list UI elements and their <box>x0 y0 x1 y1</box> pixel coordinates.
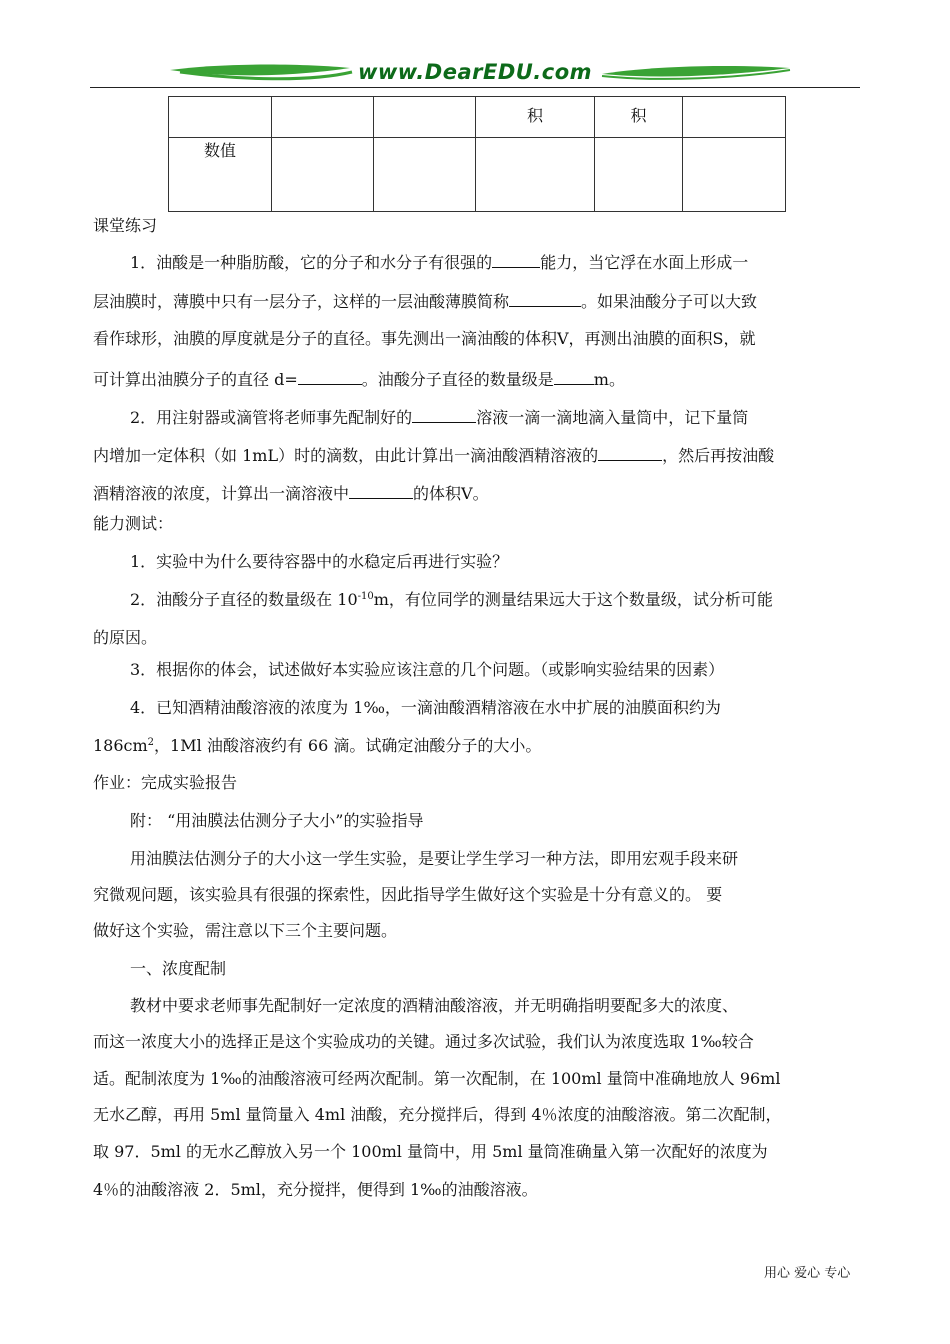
appendix-p2-line4: 无水乙醇，再用 5ml 量筒量入 4ml 油酸，充分搅拌后，得到 4％浓度的油酸溶液。第二次配制， <box>93 1105 782 1124</box>
exercise-q1-line3: 看作球形，油膜的厚度就是分子的直径。事先测出一滴油酸的体积V，再测出油膜的面积S，就 <box>93 329 756 348</box>
header-divider <box>90 87 860 88</box>
exercise-heading: 课堂练习 <box>93 216 158 235</box>
table-cell <box>683 97 786 138</box>
ability-q1: 1．实验中为什么要待容器中的水稳定后再进行实验？ <box>130 552 509 571</box>
homework-line: 作业：完成实验报告 <box>93 773 238 792</box>
appendix-p2-line1: 教材中要求老师事先配制好一定浓度的酒精油酸溶液，并无明确指明要配多大的浓度、 <box>130 996 739 1015</box>
ability-q4-line1: 4．已知酒精油酸溶液的浓度为 1‰，一滴油酸酒精溶液在水中扩展的油膜面积约为 <box>130 698 721 717</box>
appendix-p2-line5: 取 97．5ml 的无水乙醇放入另一个 100ml 量筒中，用 5ml 量筒准确量入第一次配好的浓度为 <box>93 1142 768 1161</box>
data-table <box>168 96 786 212</box>
ability-q3: 3．根据你的体会，试述做好本实验应该注意的几个问题。（或影响实验结果的因素） <box>130 660 725 679</box>
table-cell <box>272 138 374 212</box>
ability-q4-line2: $186cm^2$，1Ml 油酸溶液约有 66 滴。试确定油酸分子的大小。 <box>93 736 542 755</box>
appendix-p1-line1: 用油膜法估测分子的大小这一学生实验，是要让学生学习一种方法，即用宏观手段来研 <box>130 849 739 868</box>
table-cell <box>374 138 476 212</box>
ability-heading: 能力测试： <box>93 514 174 533</box>
page-header <box>90 58 860 90</box>
exercise-q2-line3: 酒精溶液的浓度，计算出一滴溶液中 的体积V。 <box>93 484 489 503</box>
table-cell <box>374 97 476 138</box>
appendix-p2-line3: 适。配制浓度为 1‰的油酸溶液可经两次配制。第一次配制，在 100ml 量筒中准确地放人 96ml <box>93 1069 781 1088</box>
table-cell: 积 <box>595 97 683 138</box>
table-cell <box>595 138 683 212</box>
exercise-q1-line4: 可计算出油膜分子的直径 d= 。油酸分子直径的数量级是 m。 <box>93 370 625 389</box>
appendix-p2-line6: 4％的油酸溶液 2．5ml，充分搅拌，便得到 1‰的油酸溶液。 <box>93 1180 538 1199</box>
table-cell: 数值 <box>169 138 272 212</box>
table-cell <box>169 97 272 138</box>
table-row <box>169 138 786 212</box>
table-cell <box>272 97 374 138</box>
appendix-p2-line2: 而这一浓度大小的选择正是这个实验成功的关键。通过多次试验，我们认为浓度选取 1‰较合 <box>93 1032 754 1051</box>
appendix-p1-line3: 做好这个实验，需注意以下三个主要问题。 <box>93 921 398 940</box>
table-row <box>169 97 786 138</box>
appendix-section-heading: 一、浓度配制 <box>130 959 227 978</box>
exercise-q1-line1: 1．油酸是一种脂肪酸，它的分子和水分子有很强的 能力，当它浮在水面上形成一 <box>130 253 749 272</box>
appendix-p1-line2: 究微观问题，该实验具有很强的探索性，因此指导学生做好这个实验是十分有意义的。 要 <box>93 885 723 904</box>
site-logo-text: www.DearEDU.com <box>357 60 593 84</box>
ability-q2-line2: 的原因。 <box>93 628 158 647</box>
exercise-q1-line2: 层油膜时，薄膜中只有一层分子，这样的一层油酸薄膜简称 。如果油酸分子可以大致 <box>93 292 758 311</box>
table-cell: 积 <box>476 97 595 138</box>
page-footer: 用心 爱心 专心 <box>764 1266 851 1281</box>
ability-q2-line1: 2．油酸分子直径的数量级在 $10^{-10}m$，有位同学的测量结果远大于这个数量级，试分析可能 <box>130 590 773 609</box>
appendix-title: 附： “用油膜法估测分子大小”的实验指导 <box>130 811 424 830</box>
exercise-q2-line1: 2．用注射器或滴管将老师事先配制好的 溶液一滴一滴地滴入量筒中，记下量筒 <box>130 408 749 427</box>
exercise-q2-line2: 内增加一定体积（如 1mL）时的滴数，由此计算出一滴油酸酒精溶液的 ，然后再按油酸 <box>93 446 775 465</box>
table-cell <box>683 138 786 212</box>
table-cell <box>476 138 595 212</box>
